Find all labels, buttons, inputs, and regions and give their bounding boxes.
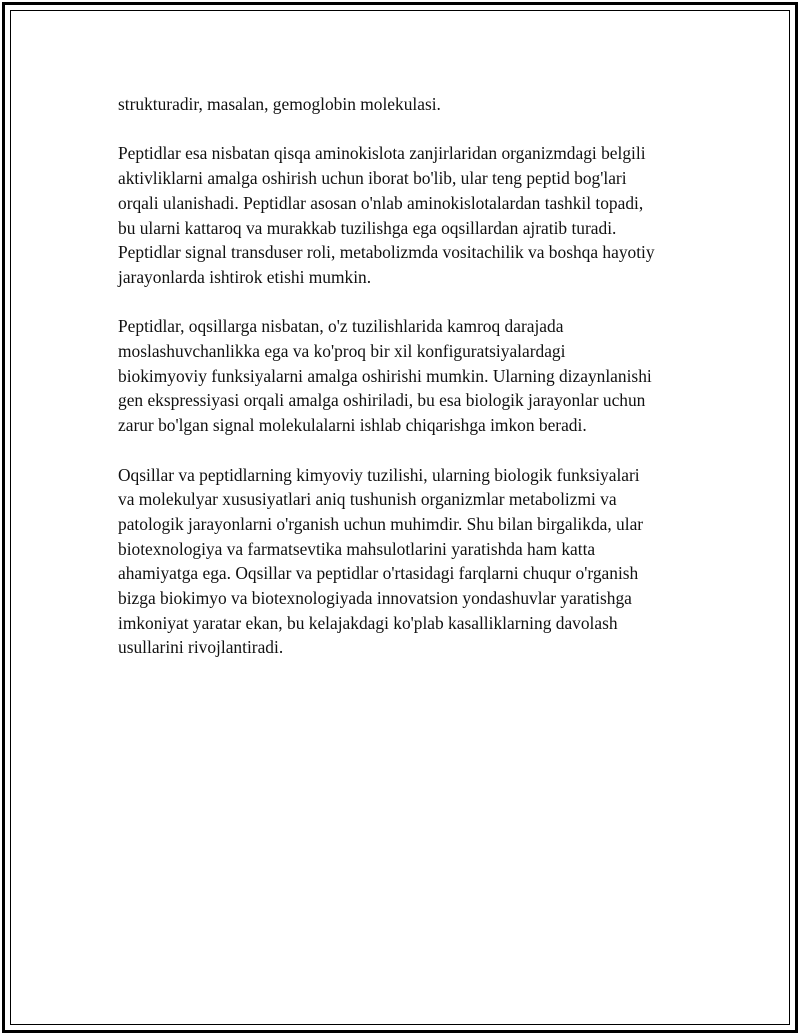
paragraph-4	[118, 463, 718, 661]
text-line: Oqsillar va peptidlarning kimyoviy tuzilishi, ularning biologik funksiyalari	[118, 464, 640, 485]
document-body	[118, 92, 718, 660]
text-line: jarayonlarda ishtirok etishi mumkin.	[118, 266, 372, 287]
text-line: Peptidlar, oqsillarga nisbatan, o'z tuzilishlarida kamroq darajada	[118, 316, 564, 337]
text-line: zarur bo'lgan signal molekulalarni ishlab chiqarishga imkon beradi.	[118, 415, 587, 436]
text-line: gen ekspressiyasi orqali amalga oshiriladi, bu esa biologik jarayonlar uchun	[118, 390, 646, 411]
text-line: bizga biokimyo va biotexnologiyada innovatsion yondashuvlar yaratishga	[118, 588, 632, 609]
text-line: biokimyoviy funksiyalarni amalga oshirishi mumkin. Ularning dizaynlanishi	[118, 365, 652, 386]
paragraph-2	[118, 141, 718, 289]
text-line: bu ularni kattaroq va murakkab tuzilishga ega oqsillardan ajratib turadi.	[118, 217, 617, 238]
text-line: imkoniyat yaratar ekan, bu kelajakdagi ko'plab kasalliklarning davolash	[118, 612, 618, 633]
paragraph-1	[118, 92, 718, 117]
text-line: orqali ulanishadi. Peptidlar asosan o'nlab aminokislotalardan tashkil topadi,	[118, 192, 644, 213]
paragraph-3	[118, 314, 718, 438]
text-line: aktivliklarni amalga oshirish uchun iborat bo'lib, ular teng peptid bog'lari	[118, 168, 627, 189]
text-line: ahamiyatga ega. Oqsillar va peptidlar o'rtasidagi farqlarni chuqur o'rganish	[118, 563, 639, 584]
text-line: patologik jarayonlarni o'rganish uchun muhimdir. Shu bilan birgalikda, ular	[118, 513, 644, 534]
text-line: strukturadir, masalan, gemoglobin molekulasi.	[118, 94, 441, 114]
text-line: usullarini rivojlantiradi.	[118, 637, 284, 658]
text-line: biotexnologiya va farmatsevtika mahsulotlarini yaratishda ham katta	[118, 538, 596, 559]
text-line: Peptidlar esa nisbatan qisqa aminokislota zanjirlaridan organizmdagi belgili	[118, 143, 646, 164]
text-line: Peptidlar signal transduser roli, metabolizmda vositachilik va boshqa hayotiy	[118, 242, 655, 263]
text-line: moslashuvchanlikka ega va ko'proq bir xil konfiguratsiyalardagi	[118, 341, 566, 361]
text-line: va molekulyar xususiyatlari aniq tushunish organizmlar metabolizmi va	[118, 489, 617, 510]
